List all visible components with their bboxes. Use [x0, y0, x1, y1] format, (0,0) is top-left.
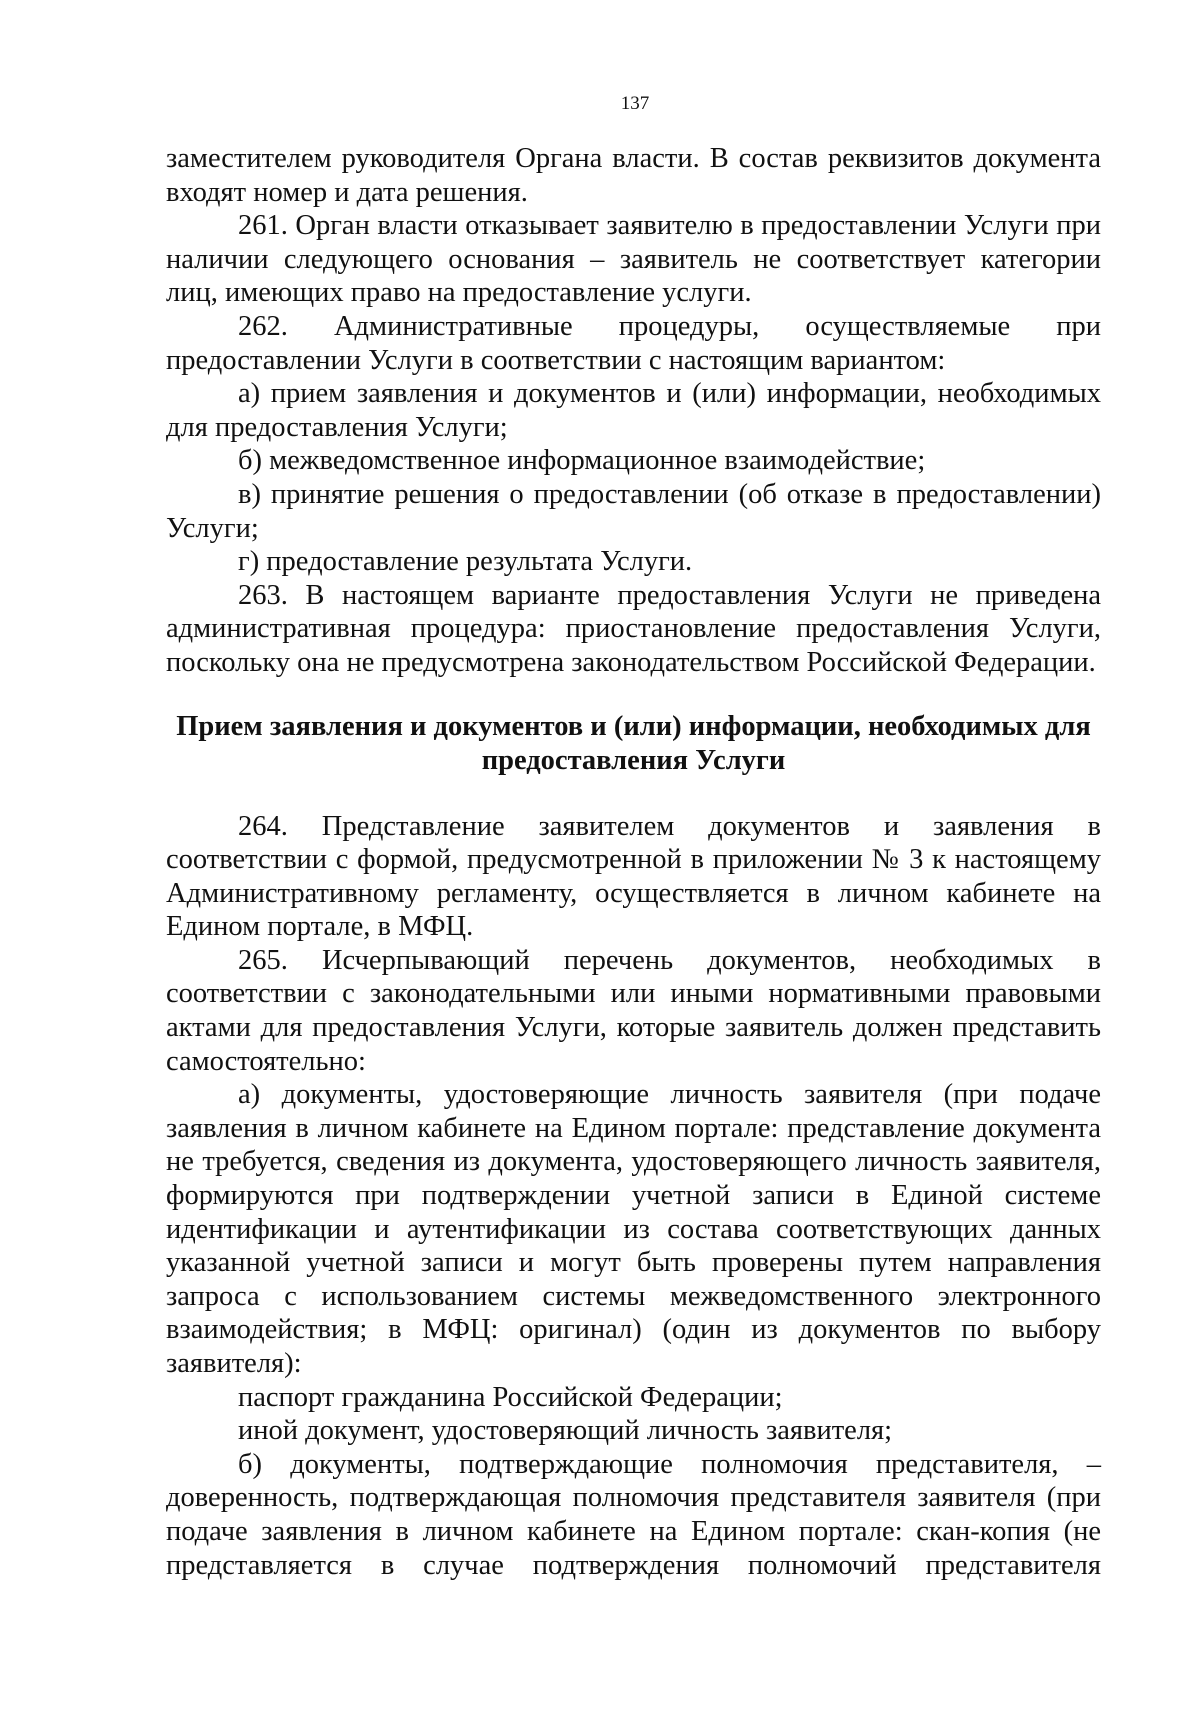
- list-item-a-identity-docs: а) документы, удостоверяющие личность заявителя (при подаче заявления в личном кабинете на Едином портале: представление документа не требуется, сведения из документа, удостоверяющего личность заявителя, формируются при подтверждении учетной записи в Единой системе идентификации и аутентификации из состава соответствующих данных указанной учетной записи и могут быть проверены путем направления запроса с использованием системы межведомственного электронного взаимодействия; в МФЦ: оригинал) (один из документов по выбору заявителя):: [166, 1079, 1101, 1379]
- paragraph-262: 262. Административные процедуры, осуществляемые при предоставлении Услуги в соответствии с настоящим вариантом:: [166, 310, 1101, 376]
- list-item-a: а) прием заявления и документов и (или) информации, необходимых для предоставления Услуги;: [166, 378, 1101, 443]
- list-item-b: б) межведомственное информационное взаимодействие;: [238, 445, 926, 477]
- paragraph-264: 264. Представление заявителем документов и заявления в соответствии с формой, предусмотренной в приложении № 3 к настоящему Административному регламенту, осуществляется в личном кабинете на Едином портале, в МФЦ.: [166, 810, 1101, 943]
- page-number: 137: [620, 93, 650, 114]
- paragraph-261: 261. Орган власти отказывает заявителю в предоставлении Услуги при наличии следующего основания – заявитель не соответствует категории лиц, имеющих право на предоставление услуги.: [166, 210, 1101, 309]
- list-item-other-document: иной документ, удостоверяющий личность заявителя;: [238, 1415, 893, 1447]
- section-heading: Прием заявления и документов и (или) информации, необходимых для предоставления Услуги: [176, 710, 1091, 776]
- list-item-passport: паспорт гражданина Российской Федерации;: [238, 1381, 783, 1413]
- list-item-b-representative: б) документы, подтверждающие полномочия представителя, – доверенность, подтверждающая полномочия представителя заявителя (при подаче заявления в личном кабинете на Едином портале: скан-копия (не представляется в случае подтверждения полномочий представителя: [166, 1448, 1101, 1581]
- paragraph-continuation: заместителем руководителя Органа власти. В состав реквизитов документа входят номер и дата решения.: [166, 143, 1101, 208]
- list-item-g: г) предоставление результата Услуги.: [238, 546, 693, 578]
- list-item-v: в) принятие решения о предоставлении (об отказе в предоставлении) Услуги;: [166, 478, 1101, 544]
- paragraph-263: 263. В настоящем варианте предоставления Услуги не приведена административная процедура: приостановление предоставления Услуги, поскольку она не предусмотрена законодательством Российской Федерации.: [166, 579, 1101, 678]
- document-body: [166, 142, 1101, 1582]
- paragraph-265: 265. Исчерпывающий перечень документов, необходимых в соответствии с законодательными или иными нормативными правовыми актами для предоставления Услуги, которые заявитель должен представить самостоятельно:: [166, 944, 1101, 1077]
